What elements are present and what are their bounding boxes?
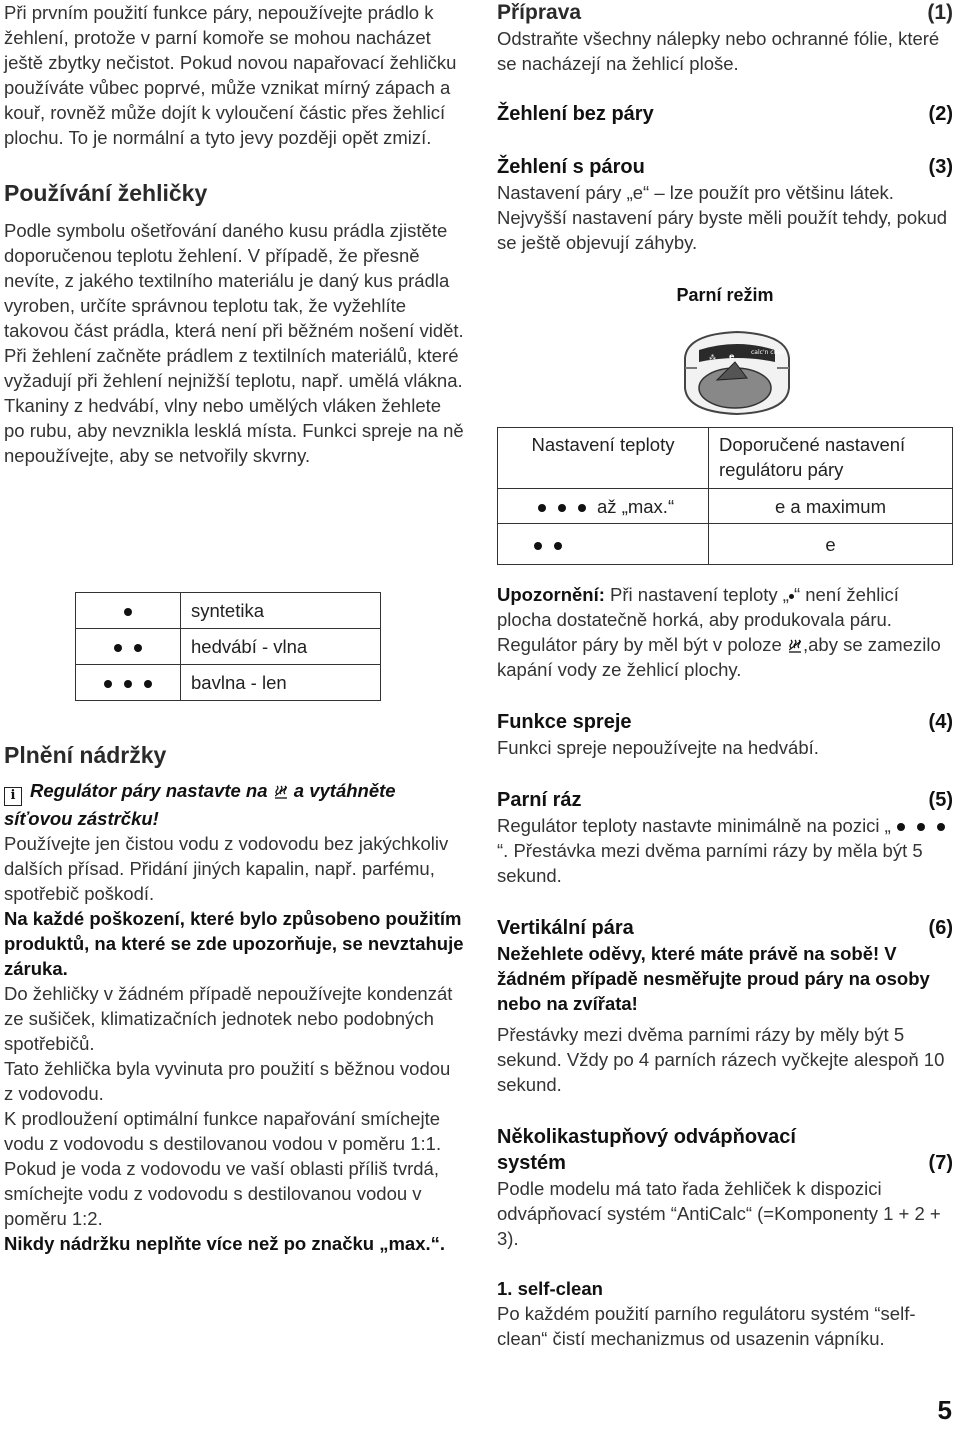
temp-suffix: až „max.“	[597, 495, 675, 517]
filling-note	[4, 778, 464, 831]
dot-icon	[558, 504, 566, 512]
right-lower	[497, 582, 953, 1351]
filling-note-a: Regulátor páry nastavte na	[30, 780, 268, 801]
dot-icon	[144, 680, 152, 688]
dot-icon	[124, 608, 132, 616]
filling-paragraph-2: Do žehličky v žádném případě nepoužívejte kondenzát ze sušiček, klimatizačních jednotek nebo podobných spotřebičů.	[4, 983, 453, 1054]
burst-text-b: “. Přestávka mezi dvěma parními rázy by měla být 5 sekund.	[497, 840, 923, 886]
steam-setting-table	[497, 427, 953, 565]
steam-text: Nastavení páry „e“ – lze použít pro většinu látek. Nejvyšší nastavení páry byste měli použít tehdy, pokud se ještě objevují záhyby.	[497, 182, 948, 253]
warning-text-c: ,aby se zamezilo kapání vody ze žehlicí plochy.	[497, 634, 941, 680]
table-row	[76, 665, 381, 701]
header-temp: Nastavení teploty	[498, 428, 709, 489]
warning-text-a: Při nastavení teploty „	[610, 584, 789, 605]
temp-dots-2	[76, 629, 181, 665]
burst-text	[497, 813, 953, 888]
warning-label: Upozornění:	[497, 584, 605, 605]
descale-heading-line1: Několikastupňový odvápňovací	[497, 1126, 796, 1148]
spray-number: (4)	[928, 711, 953, 733]
table-row	[76, 629, 381, 665]
burst-heading: Parní ráz	[497, 789, 582, 811]
filling-paragraph-1: Používejte jen čistou vodu z vodovodu bez jakýchkoliv dalších přísad. Přidání jiných kapalin, např. parfému, spotřebič poškodí.	[4, 833, 449, 904]
dot-icon	[104, 680, 112, 688]
steam-cell: e	[709, 524, 953, 565]
dot-icon	[534, 542, 542, 550]
dot-icon	[897, 823, 905, 831]
descale-heading-line2: systém	[497, 1152, 566, 1174]
fabric-label: syntetika	[181, 593, 381, 629]
table-row	[498, 524, 953, 565]
steam-heading: Žehlení s párou	[497, 156, 645, 178]
steam-heading-row	[497, 154, 953, 180]
descale-number: (7)	[928, 1152, 953, 1174]
table-row	[498, 489, 953, 524]
dot-icon	[937, 823, 945, 831]
right-column	[497, 0, 953, 362]
filling-warranty-note: Na každé poškození, které bylo způsobeno použitím produktů, na které se zde upozorňuje, se nevztahuje záruka.	[4, 908, 464, 979]
steam-mode-label: Parní režim	[676, 285, 774, 305]
header-steam: Doporučené nastavení regulátoru páry	[709, 428, 953, 489]
warning-text-b: “ není žehlicí plocha dostatečně horká, aby produkovala páru. Regulátor páry by měl být v poloze	[497, 584, 899, 655]
descale-text: Podle modelu má tato řada žehliček k dispozici odvápňovací systém “AntiCalc“ (=Komponenty 1 + 2 + 3).	[497, 1178, 941, 1249]
dot-icon	[134, 644, 142, 652]
descale-heading-row	[497, 1150, 953, 1176]
nosteam-heading: Žehlení bez páry	[497, 103, 654, 125]
steam-off-icon	[275, 785, 287, 799]
warning-paragraph	[497, 582, 953, 682]
steam-number: (3)	[928, 156, 953, 178]
dial-steam-off-mark: ⁂	[709, 354, 716, 362]
dot-icon	[124, 680, 132, 688]
fabric-label: bavlna - len	[181, 665, 381, 701]
using-heading: Používání žehličky	[4, 180, 208, 206]
filling-section	[4, 740, 464, 1256]
temp-cell	[498, 489, 709, 524]
info-icon: i	[4, 787, 22, 806]
burst-text-a: Regulátor teploty nastavte minimálně na pozici „	[497, 815, 891, 836]
steam-off-icon	[789, 639, 801, 653]
spray-heading-row	[497, 709, 953, 735]
nosteam-number: (2)	[928, 103, 953, 125]
dot-icon	[554, 542, 562, 550]
selfclean-text: Po každém použití parního regulátoru systém “self-clean“ čistí mechanizmus od usazenin vápníku.	[497, 1303, 916, 1349]
dot-icon	[538, 504, 546, 512]
table-row	[76, 593, 381, 629]
filling-paragraph-3: Tato žehlička byla vyvinuta pro použití s běžnou vodou z vodovodu.	[4, 1058, 451, 1104]
dial-label-e: e	[729, 352, 735, 361]
vertical-warning: Nežehlete oděvy, které máte právě na sobě! V žádném případě nesměřujte proud páry na osoby nebo na zvířata!	[497, 943, 930, 1014]
burst-heading-row	[497, 787, 953, 813]
steam-cell: e a maximum	[709, 489, 953, 524]
spray-text: Funkci spreje nepoužívejte na hedvábí.	[497, 737, 819, 758]
vertical-heading-row	[497, 915, 953, 941]
temp-dots-1	[76, 593, 181, 629]
using-paragraph-1: Podle symbolu ošetřování daného kusu prádla zjistěte doporučenou teplotu žehlení. V případě, že přesně nevíte, z jakého textilního materiálu je daný kus prádla vyroben, určíte správnou teplotu tak, že vyžehlíte takovou část prádla, která není při běžném nošení vidět.	[4, 220, 464, 341]
left-column	[4, 0, 464, 468]
burst-number: (5)	[928, 789, 953, 811]
filling-heading: Plnění nádržky	[4, 742, 167, 768]
filling-paragraph-4: K prodloužení optimální funkce napařování smíchejte vodu z vodovodu s destilovanou vodou v poměru 1:1. Pokud je voda z vodovodu ve vaší oblasti příliš tvrdá, smíchejte vodu z vodovodu s destilovanou vodou v poměru 1:2.	[4, 1108, 442, 1229]
vertical-heading: Vertikální pára	[497, 917, 634, 939]
filling-max-warning: Nikdy nádržku neplňte více než po značku „max.“.	[4, 1233, 446, 1254]
spray-heading: Funkce spreje	[497, 711, 632, 733]
prep-heading-row	[497, 0, 953, 26]
nosteam-heading-row	[497, 101, 953, 127]
dot-icon	[917, 823, 925, 831]
prep-text: Odstraňte všechny nálepky nebo ochranné fólie, které se nacházejí na žehlicí ploše.	[497, 28, 940, 74]
filling-note-b: a vytáhněte síťovou zástrčku!	[4, 780, 396, 829]
vertical-text: Přestávky mezi dvěma parními rázy by měly být 5 sekund. Vždy po 4 parních rázech vyčkejte alespoň 10 sekund.	[497, 1024, 945, 1095]
steam-dial-illustration	[677, 328, 797, 416]
selfclean-heading: 1. self-clean	[497, 1278, 603, 1299]
dot-icon	[578, 504, 586, 512]
fabric-temperature-table	[75, 592, 381, 701]
prep-heading: Příprava	[497, 1, 582, 24]
temp-dots-3	[76, 665, 181, 701]
fabric-label: hedvábí - vlna	[181, 629, 381, 665]
temp-cell	[498, 524, 709, 565]
dot-icon	[114, 644, 122, 652]
page-number: 5	[937, 1395, 952, 1425]
using-paragraph-2: Při žehlení začněte prádlem z textilních materiálů, které vyžadují při žehlení nejnižší teplotu, např. umělá vlákna. Tkaniny z hedvábí, vlny nebo umělých vláken žehlete po rubu, aby nevznikla lesklá místa. Funkci spreje na ně nepoužívejte, aby se netvořily skvrny.	[4, 345, 464, 466]
dial-label-calc: calc'n clean	[751, 349, 787, 356]
prep-number: (1)	[927, 1, 953, 24]
vertical-number: (6)	[928, 917, 953, 939]
table-header-row	[498, 428, 953, 489]
intro-paragraph: Při prvním použití funkce páry, nepoužívejte prádlo k žehlení, protože v parní komoře se mohou nacházet ještě zbytky nečistot. Pokud novou napařovací žehličku používáte vůbec poprvé, může vznikat mírný zápach a kouř, rovněž může dojít k vyloučení částic přes žehlicí plochu. To je normální a tyto jevy později opět zmizí.	[4, 2, 457, 148]
